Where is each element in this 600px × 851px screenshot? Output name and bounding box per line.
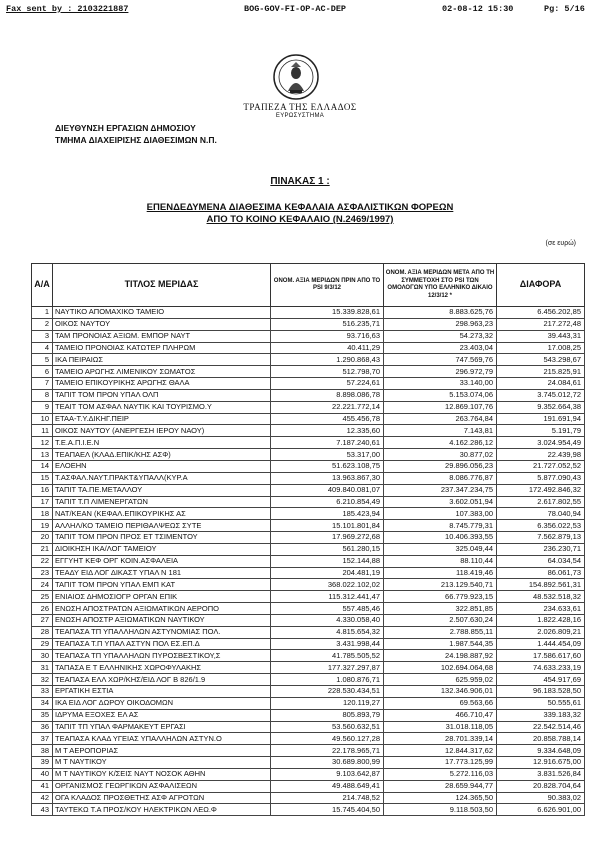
value-after: 24.198.887,92 xyxy=(384,650,497,662)
value-after: 12.844.317,62 xyxy=(384,745,497,757)
table-row xyxy=(32,638,585,650)
value-after: 54.273,32 xyxy=(384,330,497,342)
value-after: 23.403,04 xyxy=(384,342,497,354)
value-difference: 17.008,25 xyxy=(497,342,585,354)
row-number: 35 xyxy=(32,709,53,721)
value-before: 22.178.965,71 xyxy=(271,745,384,757)
row-number: 2 xyxy=(32,318,53,330)
row-number: 30 xyxy=(32,650,53,662)
row-number: 13 xyxy=(32,449,53,461)
row-number: 15 xyxy=(32,472,53,484)
row-number: 6 xyxy=(32,366,53,378)
table-header-row xyxy=(32,264,585,307)
department-block xyxy=(55,122,217,146)
value-difference: 22.542.514,46 xyxy=(497,721,585,733)
fund-name: ΙΔΡΥΜΑ ΕΞΟΧΕΣ ΕΛ ΑΣ xyxy=(53,709,271,721)
value-before: 15.339.828,61 xyxy=(271,307,384,319)
value-before: 40.411,29 xyxy=(271,342,384,354)
value-difference: 2.026.809,21 xyxy=(497,626,585,638)
value-before: 12.335,60 xyxy=(271,425,384,437)
table-row xyxy=(32,425,585,437)
row-number: 40 xyxy=(32,768,53,780)
table-row xyxy=(32,792,585,804)
value-before: 30.689.800,99 xyxy=(271,757,384,769)
value-before: 22.221.772,14 xyxy=(271,401,384,413)
value-difference: 217.272,48 xyxy=(497,318,585,330)
value-after: 88.110,44 xyxy=(384,555,497,567)
value-before: 152.144,88 xyxy=(271,555,384,567)
value-after: 8.745.779,31 xyxy=(384,520,497,532)
row-number: 26 xyxy=(32,603,53,615)
fund-name: ΤΕΑΠΑΣΑ ΚΛΑΔ ΥΓΕΙΑΣ ΥΠΑΛΛΗΛΩΝ ΑΣΤΥΝ.Ο xyxy=(53,733,271,745)
value-before: 49.560.127,28 xyxy=(271,733,384,745)
fund-name: ΝΑΤ/ΚΕΑΝ (ΚΕΦΑΛ.ΕΠΙΚΟΥΡΙΚΗΣ ΑΣ xyxy=(53,508,271,520)
fax-sender: Fax sent by : 2103221887 xyxy=(6,4,129,14)
row-number: 18 xyxy=(32,508,53,520)
table-row xyxy=(32,342,585,354)
value-before: 17.969.272,68 xyxy=(271,532,384,544)
row-number: 33 xyxy=(32,686,53,698)
row-number: 39 xyxy=(32,757,53,769)
fund-name: ΤΑΠΙΤ Τ.Π ΛΙΜΕΝΕΡΓΑΤΩΝ xyxy=(53,496,271,508)
value-difference: 21.727.052,52 xyxy=(497,460,585,472)
value-difference: 234.633,61 xyxy=(497,603,585,615)
row-number: 5 xyxy=(32,354,53,366)
row-number: 43 xyxy=(32,804,53,816)
fund-name: ΔΙΟΙΚΗΣΗ ΙΚΑ/ΛΟΓ ΤΑΜΕΙΟΥ xyxy=(53,543,271,555)
value-before: 185.423,94 xyxy=(271,508,384,520)
row-number: 23 xyxy=(32,567,53,579)
value-difference: 339.183,32 xyxy=(497,709,585,721)
funds-table xyxy=(31,263,585,816)
fund-name: Μ Τ ΑΕΡΟΠΟΡΙΑΣ xyxy=(53,745,271,757)
fund-name: ΕΤΑΑ-Τ.Υ.ΔΙΚΗΓ.ΠΕΙΡ xyxy=(53,413,271,425)
fund-name: ΤΕΑΠΑΣΑ ΤΠ ΥΠΑΛΛΗΛΩΝ ΠΥΡΟΣΒΕΣΤΙΚΟΥ,Σ xyxy=(53,650,271,662)
value-before: 214.748,52 xyxy=(271,792,384,804)
value-difference: 96.183.528,50 xyxy=(497,686,585,698)
table-row xyxy=(32,318,585,330)
value-after: 31.018.118,05 xyxy=(384,721,497,733)
row-number: 9 xyxy=(32,401,53,413)
fund-name: ΙΚΑ ΠΕΙΡΑΙΩΣ xyxy=(53,354,271,366)
row-number: 8 xyxy=(32,389,53,401)
value-difference: 236.230,71 xyxy=(497,543,585,555)
table-row xyxy=(32,330,585,342)
value-after: 2.788.855,11 xyxy=(384,626,497,638)
table-row xyxy=(32,460,585,472)
row-number: 36 xyxy=(32,721,53,733)
value-difference: 9.352.664,38 xyxy=(497,401,585,413)
col-header-title: ΤΙΤΛΟΣ ΜΕΡΙΔΑΣ xyxy=(53,264,271,307)
row-number: 24 xyxy=(32,579,53,591)
table-row xyxy=(32,567,585,579)
value-before: 41.785.505,52 xyxy=(271,650,384,662)
value-after: 17.773.125,99 xyxy=(384,757,497,769)
table-row xyxy=(32,721,585,733)
fund-name: ΤΑΠΙΤ ΤΠ ΥΠΑΛ ΦΑΡΜΑΚΕΥΤ ΕΡΓΑΣΙ xyxy=(53,721,271,733)
fund-name: ΤΕΑΔΥ ΕΙΔ ΛΟΓ ΔΙΚΑΣΤ ΥΠΑΛ Ν 181 xyxy=(53,567,271,579)
value-difference: 74.633.233,19 xyxy=(497,662,585,674)
value-after: 325.049,44 xyxy=(384,543,497,555)
table-row xyxy=(32,768,585,780)
table-row xyxy=(32,804,585,816)
value-before: 15.101.801,84 xyxy=(271,520,384,532)
fax-datetime: 02-08-12 15:30 xyxy=(442,4,514,14)
table-row xyxy=(32,603,585,615)
row-number: 28 xyxy=(32,626,53,638)
value-difference: 17.586.617,60 xyxy=(497,650,585,662)
value-before: 1.080.876,71 xyxy=(271,674,384,686)
eurosystem-label: ΕΥΡΩΣΥΣΤΗΜΑ xyxy=(275,113,325,119)
fax-header xyxy=(6,2,594,16)
table-subtitle xyxy=(0,202,600,226)
value-difference: 5.191,79 xyxy=(497,425,585,437)
value-before: 15.745.404,50 xyxy=(271,804,384,816)
fund-name: ΤΕΑΠΑΣΑ Τ.Π ΥΠΑΛ ΑΣΤΥΝ ΠΟΛ ΕΣ.ΕΠ.Δ xyxy=(53,638,271,650)
value-before: 53.560.632,51 xyxy=(271,721,384,733)
value-before: 228.530.434,51 xyxy=(271,686,384,698)
row-number: 14 xyxy=(32,460,53,472)
row-number: 25 xyxy=(32,591,53,603)
row-number: 34 xyxy=(32,697,53,709)
value-before: 805.893,79 xyxy=(271,709,384,721)
value-after: 3.602.051,94 xyxy=(384,496,497,508)
value-after: 8.883.625,76 xyxy=(384,307,497,319)
fund-name: ΕΛΟΕΗΝ xyxy=(53,460,271,472)
value-difference: 3.024.954,49 xyxy=(497,437,585,449)
row-number: 41 xyxy=(32,780,53,792)
fund-name: ΤΑΜΕΙΟ ΕΠΙΚΟΥΡΙΚΗΣ ΑΡΩΓΗΣ ΘΑΛΑ xyxy=(53,378,271,390)
value-difference: 543.298,67 xyxy=(497,354,585,366)
row-number: 20 xyxy=(32,532,53,544)
value-after: 1.987.544,35 xyxy=(384,638,497,650)
value-after: 8.086.776,87 xyxy=(384,472,497,484)
value-before: 1.290.868,43 xyxy=(271,354,384,366)
value-difference: 6.356.022,53 xyxy=(497,520,585,532)
table-row xyxy=(32,508,585,520)
value-after: 118.419,46 xyxy=(384,567,497,579)
fund-name: ΤΑΜΕΙΟ ΠΡΟΝΟΙΑΣ ΚΑΤΩΤΕΡ ΠΛΗΡΩΜ xyxy=(53,342,271,354)
table-row xyxy=(32,662,585,674)
value-difference: 24.084,61 xyxy=(497,378,585,390)
table-row xyxy=(32,532,585,544)
value-before: 53.317,00 xyxy=(271,449,384,461)
value-after: 10.406.393,55 xyxy=(384,532,497,544)
fund-name: ΝΑΥΤΙΚΟ ΑΠΟΜΑΧΙΚΟ ΤΑΜΕΙΟ xyxy=(53,307,271,319)
table-title: ΠΙΝΑΚΑΣ 1 : xyxy=(270,176,330,187)
value-after: 7.143,81 xyxy=(384,425,497,437)
value-difference: 7.562.879,13 xyxy=(497,532,585,544)
value-difference: 172.492.846,32 xyxy=(497,484,585,496)
row-number: 29 xyxy=(32,638,53,650)
value-before: 557.485,46 xyxy=(271,603,384,615)
value-before: 49.488.649,41 xyxy=(271,780,384,792)
value-difference: 215.825,91 xyxy=(497,366,585,378)
fund-name: ΟΡΓΑΝΙΣΜΟΣ ΓΕΩΡΓΙΚΩΝ ΑΣΦΑΛΙΣΕΩΝ xyxy=(53,780,271,792)
row-number: 16 xyxy=(32,484,53,496)
table-row xyxy=(32,650,585,662)
fund-name: ΤΑΥΤΕΚΩ Τ.Α ΠΡΟΣ/ΚΟΥ ΗΛΕΚΤΡΙΚΩΝ ΛΕΩ.Φ xyxy=(53,804,271,816)
value-difference: 454.917,69 xyxy=(497,674,585,686)
value-after: 296.972,79 xyxy=(384,366,497,378)
fund-name: Τ.Ε.Α.Π.Ι.Ε.Ν xyxy=(53,437,271,449)
value-after: 30.877,02 xyxy=(384,449,497,461)
table-row xyxy=(32,307,585,319)
value-difference: 22.439,98 xyxy=(497,449,585,461)
fax-code: BOG-GOV-FI-OP-AC-DEP xyxy=(244,4,347,14)
value-difference: 6.456.202,85 xyxy=(497,307,585,319)
value-difference: 3.831.526,84 xyxy=(497,768,585,780)
unit-note: (σε ευρώ) xyxy=(545,240,576,247)
value-after: 237.347.234,75 xyxy=(384,484,497,496)
table-body xyxy=(32,307,585,816)
table-row xyxy=(32,780,585,792)
table-row xyxy=(32,626,585,638)
value-difference: 48.532.518,32 xyxy=(497,591,585,603)
row-number: 32 xyxy=(32,674,53,686)
fund-name: ΤΑΠΙΤ ΤΟΜ ΠΡΟΝ ΥΠΑΛ ΟΛΠ xyxy=(53,389,271,401)
value-before: 7.187.240,61 xyxy=(271,437,384,449)
value-after: 9.118.503,50 xyxy=(384,804,497,816)
table-row xyxy=(32,757,585,769)
table-row xyxy=(32,591,585,603)
table-row xyxy=(32,449,585,461)
col-header-after: ΟΝΟΜ. ΑΞΙΑ ΜΕΡΙΔΩΝ ΜΕΤΑ ΑΠΟ ΤΗ ΣΥΜΜΕΤΟΧΗ ΣΤΟ PSI ΤΩΝ ΟΜΟΛΟΓΩΝ ΥΠΟ ΕΛΛΗΝΙΚΟ ΔΙΚΑΙΟ 12/3/12 * xyxy=(384,264,497,307)
fund-name: ΤΑΠΙΤ ΤΟΜ ΠΡΟΝ ΠΡΟΣ ΕΤ ΤΣΙΜΕΝΤΟΥ xyxy=(53,532,271,544)
col-header-diff: ΔΙΑΦΟΡΑ xyxy=(497,264,585,307)
table-row xyxy=(32,520,585,532)
table-row xyxy=(32,484,585,496)
fund-name: ΤΑΜΕΙΟ ΑΡΩΓΗΣ ΛΙΜΕΝΙΚΟΥ ΣΩΜΑΤΟΣ xyxy=(53,366,271,378)
value-before: 57.224,61 xyxy=(271,378,384,390)
row-number: 21 xyxy=(32,543,53,555)
value-after: 747.569,76 xyxy=(384,354,497,366)
value-after: 28.659.944,77 xyxy=(384,780,497,792)
fund-name: ΤΕΑΠΑΕΛ (ΚΛΑΔ.ΕΠΙΚ/ΚΗΣ ΑΣΦ) xyxy=(53,449,271,461)
value-before: 9.103.642,87 xyxy=(271,768,384,780)
value-after: 132.346.906,01 xyxy=(384,686,497,698)
value-before: 13.963.867,30 xyxy=(271,472,384,484)
value-difference: 154.892.561,31 xyxy=(497,579,585,591)
fund-name: ΟΙΚΟΣ ΝΑΥΤΟΥ (ΑΝΕΡΓΕΣΗ ΙΕΡΟΥ ΝΑΟΥ) xyxy=(53,425,271,437)
row-number: 19 xyxy=(32,520,53,532)
value-before: 93.716,63 xyxy=(271,330,384,342)
value-before: 8.898.086,78 xyxy=(271,389,384,401)
value-before: 516.235,71 xyxy=(271,318,384,330)
row-number: 37 xyxy=(32,733,53,745)
fund-name: ΤΕΑΠΑΣΑ ΤΠ ΥΠΑΛΛΗΛΩΝ ΑΣΤΥΝΟΜΙΑΣ ΠΟΛ. xyxy=(53,626,271,638)
value-after: 33.140,00 xyxy=(384,378,497,390)
value-after: 322.851,85 xyxy=(384,603,497,615)
value-after: 124.365,50 xyxy=(384,792,497,804)
bank-name: ΤΡΑΠΕΖΑ ΤΗΣ ΕΛΛΑΔΟΣ xyxy=(243,102,357,112)
table-row xyxy=(32,686,585,698)
value-after: 5.272.116,03 xyxy=(384,768,497,780)
fund-name: ΕΡΓΑΤΙΚΗ ΕΣΤΙΑ xyxy=(53,686,271,698)
row-number: 10 xyxy=(32,413,53,425)
table-row xyxy=(32,733,585,745)
value-before: 204.481,19 xyxy=(271,567,384,579)
department-line-1: ΔΙΕΥΘΥΝΣΗ ΕΡΓΑΣΙΩΝ ΔΗΜΟΣΙΟΥ xyxy=(55,123,196,133)
table-row xyxy=(32,472,585,484)
subtitle-line-2: ΑΠΟ ΤΟ ΚΟΙΝΟ ΚΕΦΑΛΑΙΟ (Ν.2469/1997) xyxy=(206,214,394,225)
fund-name: ΤΑΜ ΠΡΟΝΟΙΑΣ ΑΞΙΩΜ. ΕΜΠΟΡ ΝΑΥΤ xyxy=(53,330,271,342)
value-difference: 20.858.788,14 xyxy=(497,733,585,745)
table-row xyxy=(32,614,585,626)
value-difference: 5.877.090,43 xyxy=(497,472,585,484)
value-after: 298.963,23 xyxy=(384,318,497,330)
table-row xyxy=(32,579,585,591)
row-number: 7 xyxy=(32,378,53,390)
table-row xyxy=(32,354,585,366)
fund-name: ΙΚΑ ΕΙΔ ΛΟΓ ΔΩΡΟΥ ΟΙΚΟΔΟΜΩΝ xyxy=(53,697,271,709)
fund-name: ΕΝΙΑΙΟΣ ΔΗΜΟΣΙΟΓΡ ΟΡΓΑΝ ΕΠΙΚ xyxy=(53,591,271,603)
row-number: 12 xyxy=(32,437,53,449)
row-number: 4 xyxy=(32,342,53,354)
fund-name: Μ Τ ΝΑΥΤΙΚΟΥ xyxy=(53,757,271,769)
fund-name: ΤΑΠΑΣΑ Ε Τ ΕΛΛΗΝΙΚΗΣ ΧΩΡΟΦΥΛΑΚΗΣ xyxy=(53,662,271,674)
value-difference: 20.828.704,64 xyxy=(497,780,585,792)
value-difference: 39.443,31 xyxy=(497,330,585,342)
value-before: 3.431.998,44 xyxy=(271,638,384,650)
bank-seal-icon xyxy=(271,53,321,101)
table-row xyxy=(32,401,585,413)
value-difference: 1.822.428,16 xyxy=(497,614,585,626)
table-row xyxy=(32,555,585,567)
value-after: 263.764,84 xyxy=(384,413,497,425)
value-after: 213.129.540,71 xyxy=(384,579,497,591)
value-after: 29.896.056,23 xyxy=(384,460,497,472)
value-before: 4.330.058,40 xyxy=(271,614,384,626)
value-difference: 50.555,61 xyxy=(497,697,585,709)
table-row xyxy=(32,413,585,425)
value-after: 12.869.107,76 xyxy=(384,401,497,413)
row-number: 27 xyxy=(32,614,53,626)
value-after: 625.959,02 xyxy=(384,674,497,686)
value-after: 107.383,00 xyxy=(384,508,497,520)
fund-name: ΟΓΑ ΚΛΑΔΟΣ ΠΡΟΣΘΕΤΗΣ ΑΣΦ ΑΓΡΟΤΩΝ xyxy=(53,792,271,804)
fund-name: ΤΑΠΙΤ ΤΟΜ ΠΡΟΝ ΥΠΑΛ ΕΜΠ ΚΑΤ xyxy=(53,579,271,591)
value-before: 455.456,78 xyxy=(271,413,384,425)
row-number: 3 xyxy=(32,330,53,342)
table-row xyxy=(32,378,585,390)
table-row xyxy=(32,496,585,508)
fund-name: ΤΕΑΙΤ ΤΟΜ ΑΣΦΑΛ ΝΑΥΤΙΚ ΚΑΙ ΤΟΥΡΙΣΜΟ.Υ xyxy=(53,401,271,413)
value-difference: 2.617.802,55 xyxy=(497,496,585,508)
value-after: 102.694.064,68 xyxy=(384,662,497,674)
table-row xyxy=(32,389,585,401)
fund-name: ΑΛΛΗΛ/ΚΟ ΤΑΜΕΙΟ ΠΕΡΙΘΑΛΨΕΩΣ ΣΥΤΕ xyxy=(53,520,271,532)
value-difference: 86.061,73 xyxy=(497,567,585,579)
fund-name: ΤΑΠΙΤ ΤΑ.ΠΕ.ΜΕΤΑΛΛΟΥ xyxy=(53,484,271,496)
fund-name: ΕΝΩΣΗ ΑΠΟΣΤΡ ΑΞΙΩΜΑΤΙΚΩΝ ΝΑΥΤΙΚΟΥ xyxy=(53,614,271,626)
fax-page: Pg: 5/16 xyxy=(544,4,585,14)
row-number: 42 xyxy=(32,792,53,804)
fund-name: ΟΙΚΟΣ ΝΑΥΤΟΥ xyxy=(53,318,271,330)
col-header-num: Α/Α xyxy=(32,264,53,307)
table-row xyxy=(32,674,585,686)
fund-name: ΕΝΩΣΗ ΑΠΟΣΤΡΑΤΩΝ ΑΞΙΩΜΑΤΙΚΩΝ ΑΕΡΟΠΟ xyxy=(53,603,271,615)
value-difference: 1.444.454,09 xyxy=(497,638,585,650)
value-difference: 191.691,94 xyxy=(497,413,585,425)
fund-name: ΤΕΑΠΑΣΑ ΕΛΛ ΧΩΡ/ΚΗΣ/ΕΙΔ ΛΟΓ Β 826/1.9 xyxy=(53,674,271,686)
value-before: 4.815.654,32 xyxy=(271,626,384,638)
value-after: 69.563,66 xyxy=(384,697,497,709)
value-before: 6.210.854,49 xyxy=(271,496,384,508)
subtitle-line-1: ΕΠΕΝΔΕΔΥΜΕΝΑ ΔΙΑΘΕΣΙΜΑ ΚΕΦΑΛΑΙΑ ΑΣΦΑΛΙΣΤΙΚΩΝ ΦΟΡΕΩΝ xyxy=(146,202,454,213)
value-before: 115.312.441,47 xyxy=(271,591,384,603)
fund-name: Μ Τ ΝΑΥΤΙΚΟΥ Κ/ΣΕΙΣ ΝΑΥΤ ΝΟΣΟΚ ΑΘΗΝ xyxy=(53,768,271,780)
row-number: 17 xyxy=(32,496,53,508)
value-difference: 3.745.012,72 xyxy=(497,389,585,401)
table-row xyxy=(32,697,585,709)
value-before: 120.119,27 xyxy=(271,697,384,709)
row-number: 1 xyxy=(32,307,53,319)
value-difference: 12.916.675,00 xyxy=(497,757,585,769)
value-before: 512.798,70 xyxy=(271,366,384,378)
value-after: 4.162.286,12 xyxy=(384,437,497,449)
value-before: 561.280,15 xyxy=(271,543,384,555)
value-difference: 90.383,02 xyxy=(497,792,585,804)
value-after: 2.507.630,24 xyxy=(384,614,497,626)
value-difference: 64.034,54 xyxy=(497,555,585,567)
value-before: 51.623.108,75 xyxy=(271,460,384,472)
value-before: 368.022.102,02 xyxy=(271,579,384,591)
value-after: 5.153.074,06 xyxy=(384,389,497,401)
value-difference: 9.334.648,09 xyxy=(497,745,585,757)
value-after: 466.710,47 xyxy=(384,709,497,721)
fund-name: Τ.ΑΣΦΑΛ.ΝΑΥΤ.ΠΡΑΚΤ&ΥΠΑΛΛ(ΚΥΡ.Α xyxy=(53,472,271,484)
fund-name: ΕΓΓΥΗΤ ΚΕΦ ΟΡΓ ΚΟΙΝ.ΑΣΦΑΛΕΙΑ xyxy=(53,555,271,567)
row-number: 22 xyxy=(32,555,53,567)
value-after: 28.701.339,14 xyxy=(384,733,497,745)
table-row xyxy=(32,366,585,378)
row-number: 38 xyxy=(32,745,53,757)
table-row xyxy=(32,543,585,555)
value-before: 177.327.297,87 xyxy=(271,662,384,674)
value-difference: 78.040,94 xyxy=(497,508,585,520)
col-header-before: ΟΝΟΜ. ΑΞΙΑ ΜΕΡΙΔΩΝ ΠΡΙΝ ΑΠΟ ΤΟ PSI 9/3/12 xyxy=(271,264,384,307)
table-row xyxy=(32,709,585,721)
department-line-2: ΤΜΗΜΑ ΔΙΑΧΕΙΡΙΣΗΣ ΔΙΑΘΕΣΙΜΩΝ Ν.Π. xyxy=(55,135,217,145)
row-number: 31 xyxy=(32,662,53,674)
row-number: 11 xyxy=(32,425,53,437)
table-row xyxy=(32,745,585,757)
value-after: 66.779.923,15 xyxy=(384,591,497,603)
value-difference: 6.626.901,00 xyxy=(497,804,585,816)
value-before: 409.840.081,07 xyxy=(271,484,384,496)
table-row xyxy=(32,437,585,449)
